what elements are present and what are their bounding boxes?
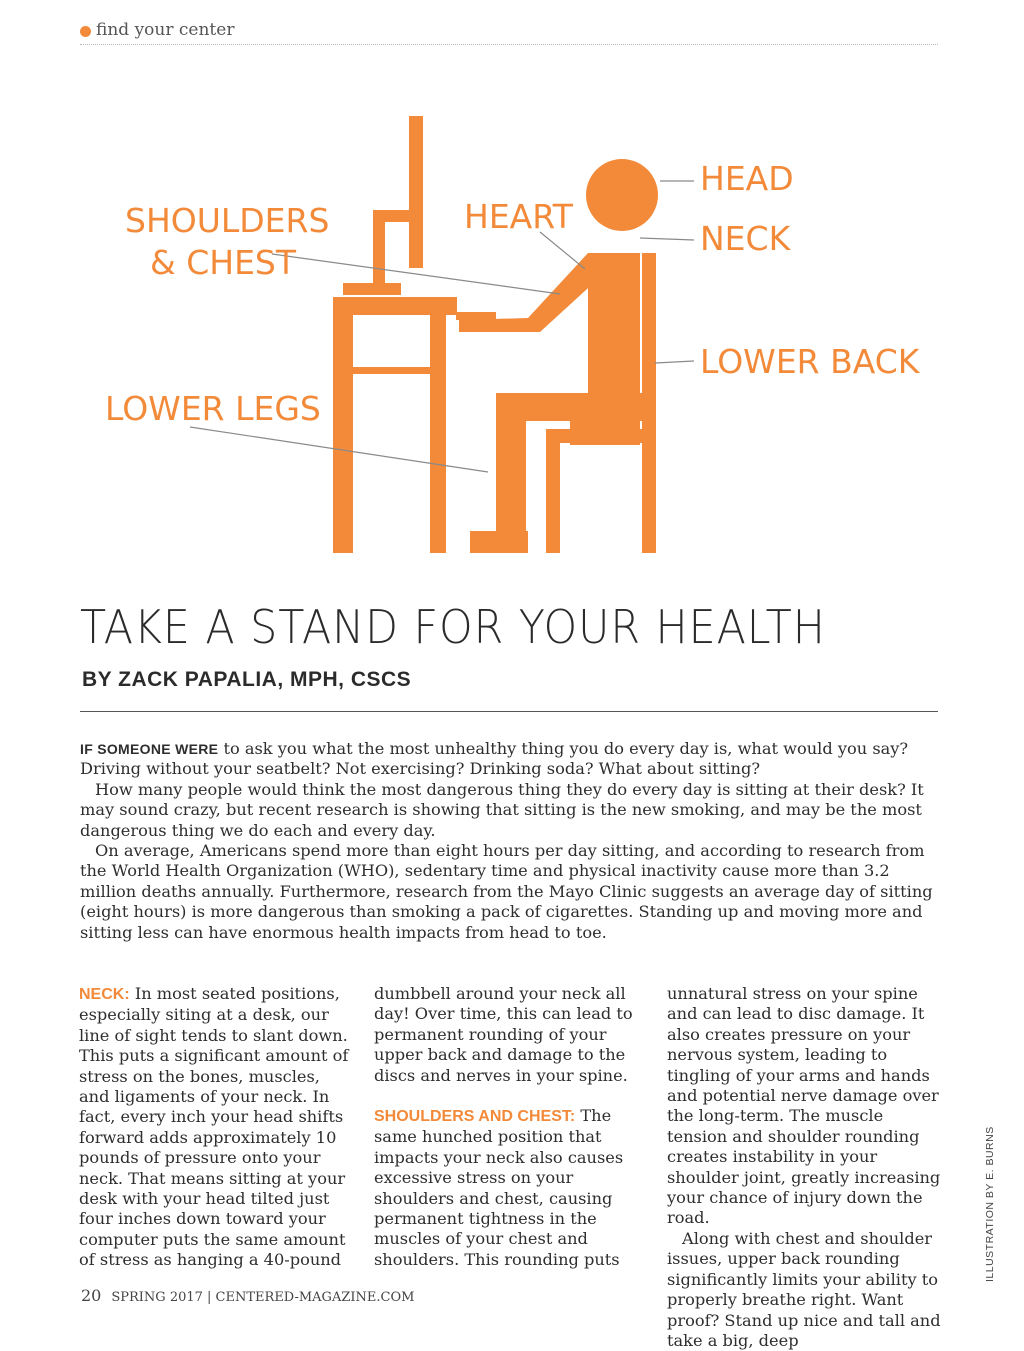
intro-text (80, 739, 942, 943)
neck-paragraph: NECK: In most seated positions, especially siting at a desk, our line of sight tends to slant down. This puts a significant amount of stress on the bones, muscles, and ligaments of your neck. In fact, every inch your head shifts forward adds approximately 10 pounds of pressure onto your neck. That means sitting at your desk with your head tilted just four inches down toward your computer puts the same amount of stress as hanging a 40-pound (79, 984, 349, 1270)
page-header (80, 18, 938, 45)
article-title: TAKE A STAND FOR YOUR HEALTH (80, 600, 826, 654)
chair-seat (546, 429, 656, 443)
label-lower-back: LOWER BACK (700, 342, 920, 381)
label-neck: NECK (700, 219, 791, 258)
subhead-neck: NECK: (79, 986, 130, 1003)
issue-info: SPRING 2017 | CENTERED-MAGAZINE.COM (111, 1290, 415, 1305)
label-heart: HEART (464, 197, 573, 236)
arm (459, 253, 610, 332)
head (586, 159, 658, 231)
article-byline: BY ZACK PAPALIA, MPH, CSCS (82, 668, 412, 691)
label-head: HEAD (700, 159, 794, 198)
shoulders-paragraph-continued: unnatural stress on your spine and can lead to disc damage. It also creates pressure on your nervous system, leading to tingling of your arms and hands and potential nerve damage over the long-term. The muscle tension and shoulder rounding creates instability in your shoulder joint, greatly increasing your chance of injury down the road. (667, 984, 941, 1228)
neck-paragraph-continued: dumbbell around your neck all day! Over time, this can lead to permanent rounding of your upper back and damage to the discs and nerves in your spine. (374, 984, 633, 1085)
monitor-stand (373, 210, 409, 290)
desk-leg-right (430, 313, 446, 553)
figure-and-furniture (333, 116, 658, 553)
monitor-screen (409, 116, 423, 268)
label-chest: & CHEST (150, 243, 297, 282)
label-lower-legs: LOWER LEGS (105, 389, 321, 428)
chair-back (642, 253, 656, 553)
subhead-shoulders-chest: SHOULDERS AND CHEST: (374, 1108, 576, 1126)
page-footer (81, 1286, 414, 1305)
intro-paragraph: How many people would think the most dangerous thing they do every day is sitting at their desk? It may sound crazy, but recent research is showing that sitting is the new smoking, and may be the most dangerous thing we do each and every day. (80, 779, 924, 840)
lead-in: IF SOMEONE WERE (80, 741, 219, 757)
desk-sitting-illustration (0, 60, 1024, 560)
monitor-base (343, 283, 401, 295)
bullet-dot-icon (80, 26, 91, 37)
title-divider (80, 711, 938, 712)
foot (470, 531, 528, 553)
shoulders-paragraph: SHOULDERS AND CHEST: The same hunched position that impacts your neck also causes excessive stress on your shoulders and chest, causing permanent tightness in the muscles of your chest and shoulders. This rounding puts (374, 1106, 624, 1269)
body-column-1 (79, 984, 355, 1271)
body-column-2 (374, 984, 650, 1274)
chair-leg (546, 429, 560, 553)
shin (496, 393, 526, 531)
keyboard (456, 312, 496, 320)
intro-paragraph: On average, Americans spend more than eight hours per day sitting, and according to research from the World Health Organization (WHO), sedentary time and physical inactivity cause more than 3.2 million deaths annually. Furthermore, research from the Mayo Clinic suggests an average day of sitting (eight hours) is more dangerous than smoking a pack of cigarettes. Standing up and moving more and sitting less can have enormous health impacts from head to toe. (80, 841, 933, 942)
intro-paragraph: IF SOMEONE WERE to ask you what the most unhealthy thing you do every day is, what would you say? Driving without your seatbelt? Not exercising? Drinking soda? What about sitting? (80, 739, 909, 779)
section-label: find your center (96, 20, 235, 40)
illustration-credit: ILLUSTRATION BY E. BURNS (984, 1126, 996, 1282)
desk-crossbar (350, 367, 446, 374)
body-column-3 (667, 984, 943, 1351)
breathing-paragraph: Along with chest and shoulder issues, upper back rounding significantly limits your ability to properly breathe right. Want proof? Stand up nice and tall and take a big, deep (667, 1228, 941, 1350)
label-shoulders: SHOULDERS (125, 201, 330, 240)
page-number: 20 (81, 1286, 102, 1305)
desk-leg-left (333, 297, 353, 553)
